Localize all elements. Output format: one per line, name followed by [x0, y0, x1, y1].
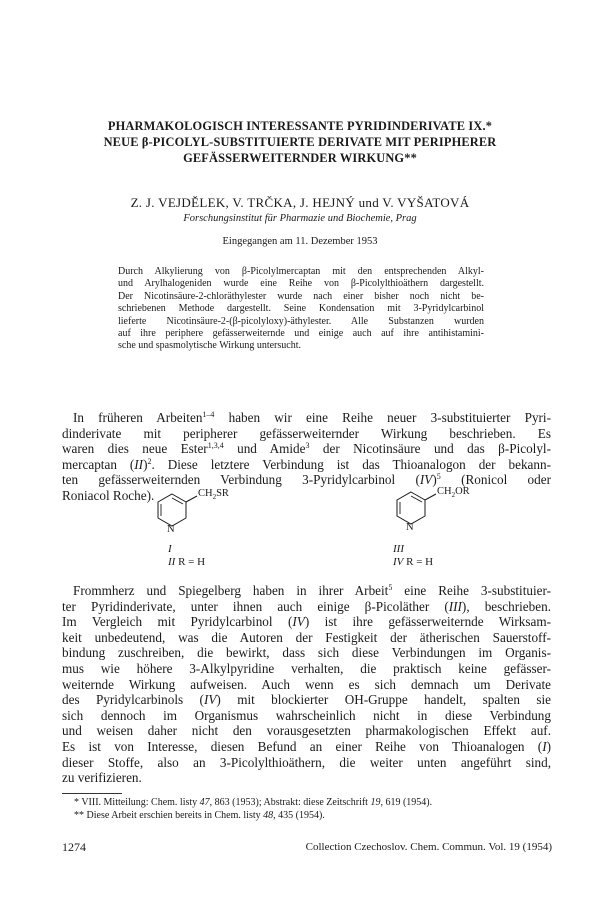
abstract-line: Der Nicotinsäure-2-chloräthylester wurde nach einer bisher noch nicht be-	[118, 290, 484, 302]
page-number: 1274	[62, 840, 86, 854]
footnote-rule	[62, 793, 122, 794]
abstract-line: lieferte Nicotinsäure-2-(β-picolyloxy)-äthylester. Alle Substanzen wurden	[118, 315, 484, 327]
abstract-line: sche und spasmolytische Wirkung untersucht.	[118, 340, 301, 352]
paragraph-2	[62, 583, 551, 786]
ring-nitrogen: N	[406, 522, 414, 533]
footnote-1: * VIII. Mitteilung: Chem. listy 47, 863 (1953); Abstrakt: diese Zeitschrift 19, 619 (1954).	[74, 797, 433, 808]
text-line: Roniacol Roche).	[62, 487, 155, 503]
text-line: waren dies neue Ester$^{1,3,4}$ und Amide$^3$ der Nicotinsäure und das β-Picolyl-	[62, 441, 551, 457]
text-line: und weisen daher nicht den vorausgesetzten pharmakologischen Effekt auf.	[62, 723, 551, 739]
journal-citation: Collection Czechoslov. Chem. Commun. Vol. 19 (1954)	[305, 841, 552, 853]
abstract-line: schriebenen Methode dargestellt. Seine Kondensation mit 3-Pyridylcarbinol	[118, 303, 484, 315]
substituent-ch2sr: $CH_2SR$	[198, 488, 229, 502]
text-line: Es ist von Interesse, diesen Befund an einer Reihe von Thioanalogen (I)	[62, 738, 551, 754]
title-line-3: GEFÄSSERWEITERNDER WIRKUNG**	[183, 151, 417, 165]
text-line: mercaptan (II)$^2$. Diese letztere Verbindung ist das Thioanalogon der bekann-	[62, 456, 551, 472]
text-line: Frommherz und Spiegelberg haben in ihrer Arbeit$^5$ eine Reihe 3-substituier-	[73, 583, 551, 598]
text-line: dinderivate mit peripherer gefässerweiternder Wirkung beschrieben. Es	[62, 425, 551, 441]
compound-label-right: III IV R = H	[393, 543, 434, 568]
text-line: bindung zuschreiben, die bewirkt, dass sich diese Verbindungen im Organis-	[62, 645, 551, 661]
footnote-2: ** Diese Arbeit erschien bereits in Chem. listy 48, 435 (1954).	[74, 810, 325, 821]
text-line: dieser Stoffe, also an 3-Picolylthioäthern, die weiter unten angeführt sind,	[62, 754, 551, 770]
text-line: In früheren Arbeiten$^{1-4}$ haben wir eine Reihe neuer 3-substituierter Pyri-	[73, 410, 551, 425]
title-line-1: PHARMAKOLOGISCH INTERESSANTE PYRIDINDERIVATE IX.*	[107, 119, 493, 133]
abstract-line: Durch Alkylierung von β-Picolylmercaptan mit den entsprechenden Alkyl-	[118, 266, 484, 277]
text-line: weiternde Wirkung aufweisen. Auch wenn es sich demnach um Derivate	[62, 676, 551, 692]
received-date: Eingegangen am 11. Dezember 1953	[222, 236, 378, 247]
text-line: keit unbedeutend, was die Autoren der Festigkeit der ätherischen Sauerstoff-	[62, 629, 551, 645]
text-line: ter Pyridinderivate, unter ihnen auch einige β-Picoläther (III), beschrieben.	[62, 598, 551, 614]
title-line-2: NEUE β-PICOLYL-SUBSTITUIERTE DERIVATE MIT PERIPHERER	[103, 135, 497, 149]
text-line: ten gefässerweiternden Verbindung 3-Pyridylcarbinol (IV)$^5$ (Ronicol oder	[62, 472, 551, 488]
authors: Z. J. VEJDĚLEK, V. TRČKA, J. HEJNÝ und V. VYŠATOVÁ	[130, 195, 470, 210]
text-line: Im Vergleich mit Pyridylcarbinol (IV) ist ihre gefässerweiternde Wirksam-	[62, 614, 551, 630]
text-line: zu verifizieren.	[62, 770, 142, 786]
abstract-line: auf ihre periphere gefässerweiternde und einige auch auf ihre antihistamini-	[118, 328, 484, 340]
substituent-ch2or: $CH_2OR$	[437, 486, 470, 500]
compound-label-left: I II R = H	[168, 543, 206, 568]
text-line: mus wie höhere 3-Alkylpyridine verhalten, die praktisch keine gefässer-	[62, 660, 551, 676]
text-line: sich dennoch im Organismus wahrscheinlich nicht in diese Verbindung	[62, 707, 551, 723]
ring-nitrogen: N	[167, 524, 175, 535]
abstract	[118, 266, 484, 353]
abstract-line: und Arylhalogeniden wurde eine Reihe von β-Picolylthioäthern dargestellt.	[118, 278, 484, 290]
institution: Forschungsinstitut für Pharmazie und Biochemie, Prag	[183, 213, 417, 224]
text-line: des Pyridylcarbinols (IV) mit blockierter OH-Gruppe handelt, spalten sie	[62, 692, 551, 708]
